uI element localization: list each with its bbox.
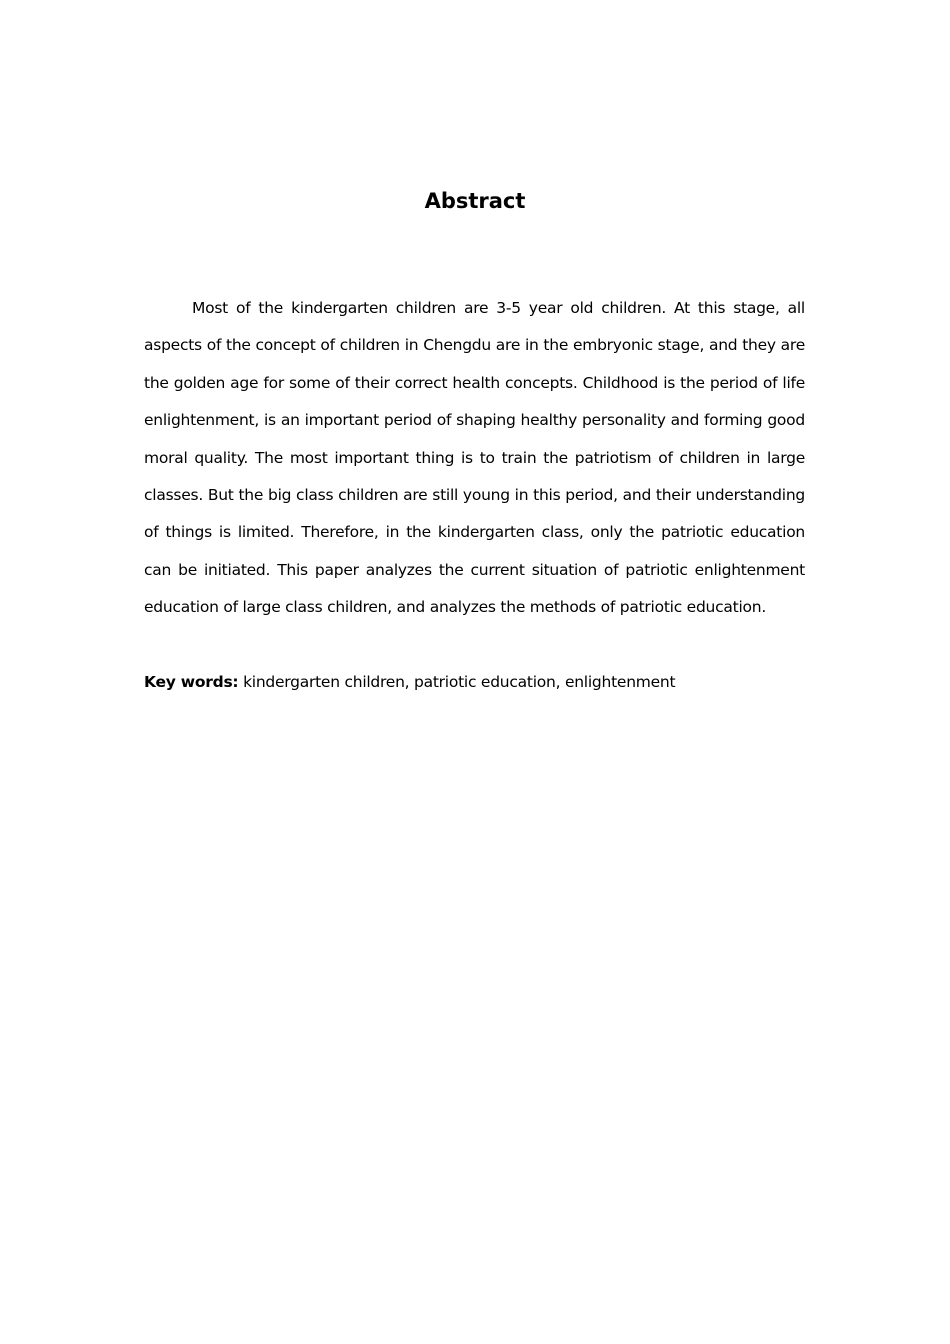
- page-title: Abstract: [424, 189, 526, 213]
- keywords-label: Key words:: [144, 673, 239, 691]
- keywords-line: [144, 665, 805, 699]
- keywords-text: kindergarten children, patriotic education, enlightenment: [238, 673, 676, 691]
- abstract-paragraph: Most of the kindergarten children are 3-5 year old children. At this stage, all aspects of the concept of children in Chengdu are in the embryonic stage, and they are the golden age for some of their correct health concepts. Childhood is the period of life enlightenment, is an important period of shaping healthy personality and forming good moral quality. The most important thing is to train the patriotism of children in large classes. But the big class children are still young in this period, and their understanding of things is limited. Therefore, in the kindergarten class, only the patriotic education can be initiated. This paper analyzes the current situation of patriotic enlightenment education of large class children, and analyzes the methods of patriotic education.: [144, 299, 805, 617]
